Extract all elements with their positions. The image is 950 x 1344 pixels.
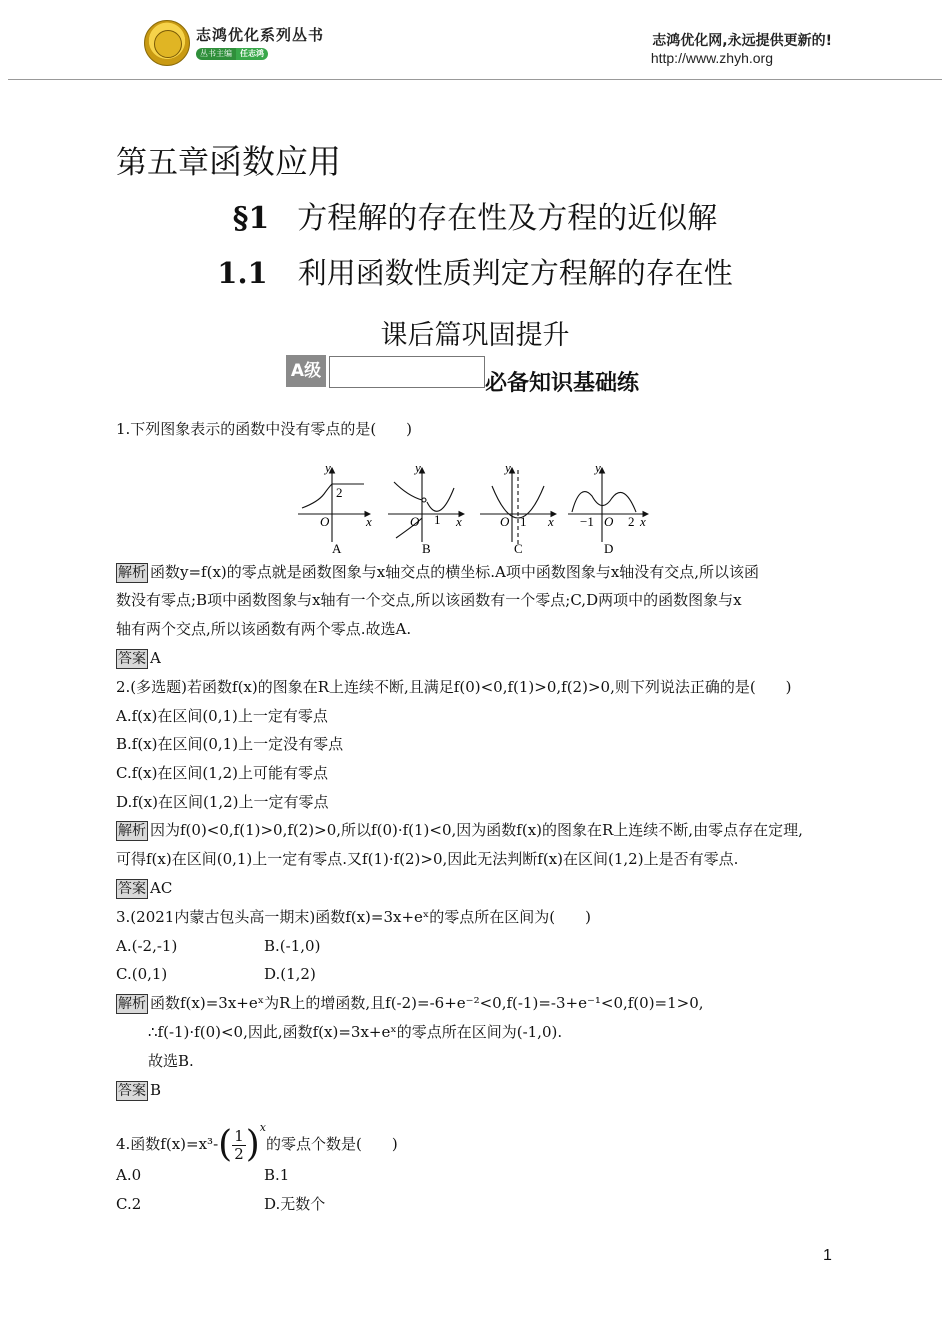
website-link[interactable]: http://www.zhyh.org	[650, 50, 773, 66]
q4-option-a: A.0	[116, 1166, 142, 1184]
q4-option-d: D.无数个	[264, 1195, 326, 1213]
svg-text:x: x	[640, 514, 646, 529]
q2-stem: 2.(多选题)若函数f(x)的图象在R上连续不断,且满足f(0)<0,f(1)>0,f(2)>0,则下列说法正确的是( )	[116, 678, 792, 696]
practice-title: 课后篇巩固提升	[380, 320, 570, 351]
svg-text:x: x	[548, 514, 554, 529]
svg-text:1: 1	[434, 512, 441, 527]
svg-text:−1: −1	[580, 514, 594, 529]
svg-text:y: y	[415, 462, 421, 475]
graph-a-v: 2	[336, 485, 343, 500]
svg-text:O: O	[410, 514, 420, 529]
svg-text:x: x	[456, 514, 462, 529]
q3-option-a: A.(-2,-1)	[116, 937, 178, 955]
q3-option-c: C.(0,1)	[116, 965, 168, 983]
svg-text:y: y	[505, 462, 511, 475]
header-divider	[8, 79, 942, 80]
graph-a-label: A	[332, 541, 342, 556]
page-number: 1	[823, 1247, 832, 1264]
q2-option-c: C.f(x)在区间(1,2)上可能有零点	[116, 764, 328, 782]
graph-b-label: B	[422, 541, 431, 556]
q4-fraction: $\frac{1}{2}$	[234, 1126, 244, 1163]
q1-analysis-line: 轴有两个交点,所以该函数有两个零点.故选A.	[116, 620, 412, 638]
q1-graphs	[296, 462, 656, 558]
q4-option-c: C.2	[116, 1195, 142, 1213]
q3-stem: 3.(2021内蒙古包头高一期末)函数f(x)=3x+eˣ的零点所在区间为( )	[116, 908, 591, 926]
q3-analysis-line: 故选B.	[148, 1052, 194, 1070]
svg-text:O: O	[604, 514, 614, 529]
q3-analysis-line: ∴f(-1)·f(0)<0,因此,函数f(x)=3x+eˣ的零点所在区间为(-1,0).	[148, 1023, 563, 1041]
svg-text:y: y	[595, 462, 601, 475]
level-badge: A级	[286, 355, 326, 387]
graph-b	[388, 468, 464, 542]
graph-c	[480, 468, 556, 544]
graph-a-y: y	[325, 462, 331, 475]
analysis-tag: 解析	[118, 823, 146, 839]
q1-analysis-line: 解析 函数y=f(x)的零点就是函数图象与x轴交点的横坐标.A项中函数图象与x轴没有交点,所以该函	[118, 563, 760, 581]
graph-d-label: D	[604, 541, 614, 556]
graph-c-label: C	[514, 541, 523, 556]
q1-stem: 1.下列图象表示的函数中没有零点的是( )	[116, 420, 413, 438]
section-title: §1 方程解的存在性及方程的近似解	[232, 201, 718, 236]
editor-label: 丛书主编	[196, 48, 236, 60]
graph-a-x: x	[366, 514, 372, 529]
graph-a-o: O	[320, 514, 330, 529]
q4-option-b: B.1	[264, 1166, 290, 1184]
q3-option-b: B.(-1,0)	[264, 937, 321, 955]
q2-analysis-line: 可得f(x)在区间(0,1)上一定有零点.又f(1)·f(2)>0,因此无法判断f(x)在区间(1,2)上是否有零点.	[116, 850, 739, 868]
answer-tag: 答案	[118, 651, 146, 667]
level-box	[329, 356, 485, 388]
q4-stem: 4.函数f(x)=x³-( $\frac{1}{2}$ )$^x$的零点个数是( )	[116, 1121, 398, 1165]
q2-option-b: B.f(x)在区间(0,1)上一定没有零点	[116, 735, 344, 753]
level-title: 必备知识基础练	[485, 371, 640, 396]
slogan: 志鸿优化网,永远提供更新的!	[652, 33, 832, 49]
editor-name: 任志鸿	[236, 48, 268, 60]
brand-subtitle	[196, 48, 268, 60]
svg-text:O: O	[500, 514, 510, 529]
q1-answer: 答案 A	[118, 649, 161, 667]
graph-a	[298, 468, 370, 542]
chapter-title: 第五章函数应用	[116, 142, 341, 181]
q3-answer: 答案 B	[118, 1081, 162, 1099]
q3-analysis-line: 解析 函数f(x)=3x+eˣ为R上的增函数,且f(-2)=-6+e⁻²<0,f(-1)=-3+e⁻¹<0,f(0)=1>0,	[118, 994, 704, 1012]
q2-answer: 答案 AC	[118, 879, 173, 897]
answer-tag: 答案	[118, 881, 146, 897]
q2-analysis-line: 解析 因为f(0)<0,f(1)>0,f(2)>0,所以f(0)·f(1)<0,因为函数f(x)的图象在R上连续不断,由零点存在定理,	[118, 821, 803, 839]
svg-text:1: 1	[520, 514, 527, 529]
publisher-logo	[144, 20, 190, 66]
svg-text:2: 2	[628, 514, 635, 529]
q2-option-d: D.f(x)在区间(1,2)上一定有零点	[116, 793, 329, 811]
answer-tag: 答案	[118, 1083, 146, 1099]
graph-d	[568, 468, 648, 542]
subsection-title: 1.1 利用函数性质判定方程解的存在性	[217, 256, 733, 290]
q1-analysis-line: 数没有零点;B项中函数图象与x轴有一个交点,所以该函数有一个零点;C,D两项中的函数图象与x	[116, 591, 742, 609]
brand-title: 志鸿优化系列丛书	[196, 26, 325, 44]
q3-option-d: D.(1,2)	[264, 965, 316, 983]
analysis-tag: 解析	[118, 565, 146, 581]
q2-option-a: A.f(x)在区间(0,1)上一定有零点	[116, 707, 328, 725]
analysis-tag: 解析	[118, 996, 146, 1012]
